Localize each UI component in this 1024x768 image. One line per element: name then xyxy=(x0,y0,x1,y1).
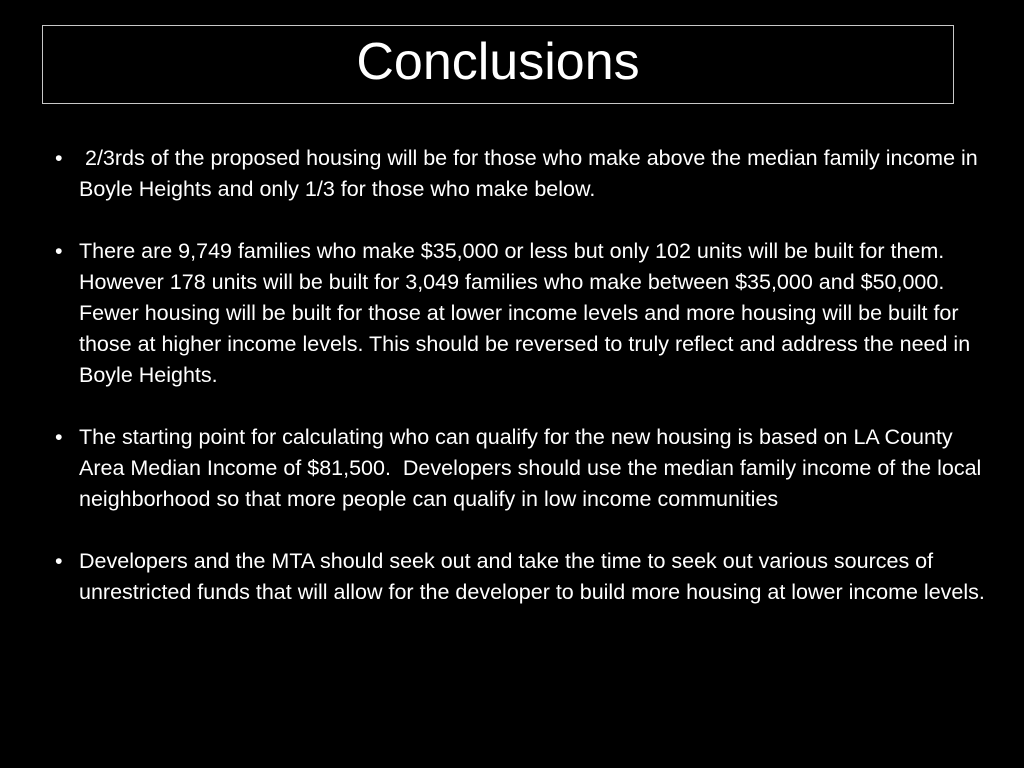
bullet-item xyxy=(55,546,985,608)
bullet-text: The starting point for calculating who can qualify for the new housing is based on LA County Area Median Income of $81,500. Developers should use the median family income of the local neighborhood so that more people can qualify in low income communities xyxy=(79,425,988,511)
bullet-text: There are 9,749 families who make $35,000 or less but only 102 units will be built for them. However 178 units will be built for 3,049 families who make between $35,000 and $50,000. Fewer housing will be built for those at lower income levels and more housing will be built for those at higher income levels. This should be reversed to truly reflect and address the need in Boyle Heights. xyxy=(79,239,977,387)
title-box xyxy=(42,25,954,104)
bullet-list xyxy=(55,143,988,639)
bullet-icon: • xyxy=(55,239,63,263)
bullet-item xyxy=(55,422,988,515)
bullet-icon: • xyxy=(55,549,63,573)
bullet-text: 2/3rds of the proposed housing will be for those who make above the median family income in Boyle Heights and only 1/3 for those who make below. xyxy=(79,146,984,201)
bullet-item xyxy=(55,236,985,391)
bullet-icon: • xyxy=(55,425,63,449)
bullet-icon: • xyxy=(55,146,63,170)
bullet-item xyxy=(55,143,985,205)
slide-title: Conclusions xyxy=(356,32,640,91)
bullet-text: Developers and the MTA should seek out and take the time to seek out various sources of unrestricted funds that will allow for the developer to build more housing at lower income levels. xyxy=(79,549,985,604)
